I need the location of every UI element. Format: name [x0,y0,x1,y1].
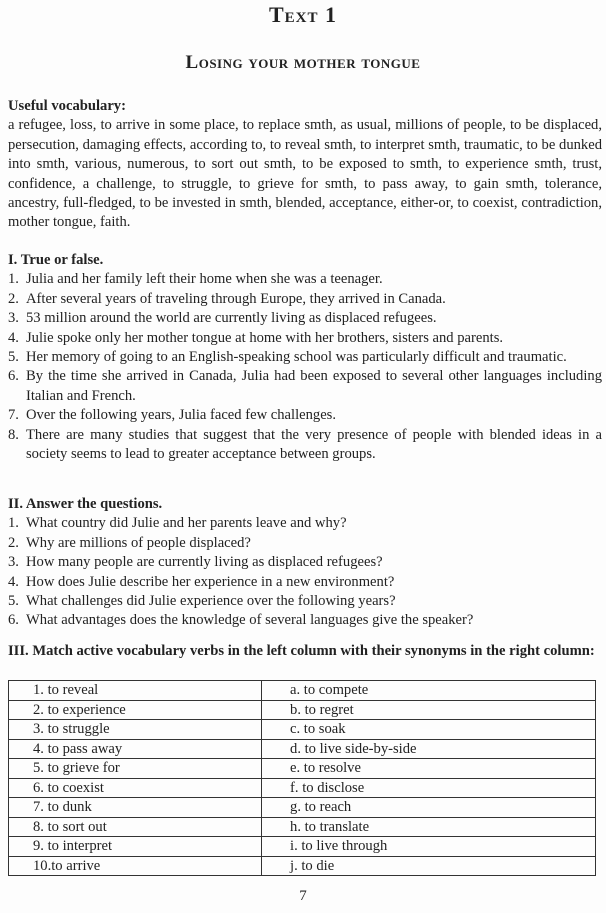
item-number: 3. [8,310,19,327]
item-text: Julia and her family left their home when she was a teenager. [26,271,383,288]
list-item [8,290,602,309]
item-text: How does Julie describe her experience in a new environment? [26,573,395,590]
left-cell: 5. to grieve for [9,759,262,779]
table-row [9,681,596,701]
true-false-heading: I. True or false. [8,252,104,268]
right-cell: e. to resolve [262,759,596,779]
item-number: 1. [8,515,19,532]
item-number: 4. [8,573,19,590]
item-text: There are many studies that suggest that the very presence of people with blended ideas in a society seems to lead to greater acceptance between groups. [26,426,602,463]
list-item [8,406,602,425]
page-number: 7 [299,888,307,904]
table-row [9,700,596,720]
left-cell: 8. to sort out [9,817,262,837]
matching-table [8,680,596,876]
list-item [8,573,602,592]
page-title: Losing your mother tongue [185,52,421,73]
left-cell: 7. to dunk [9,798,262,818]
item-number: 3. [8,554,19,571]
table-row [9,817,596,837]
right-cell: h. to translate [262,817,596,837]
list-item [8,270,602,289]
text-number-heading: Text 1 [268,2,338,27]
table-row [9,778,596,798]
table-row [9,798,596,818]
list-item [8,367,602,406]
questions-section [8,495,602,631]
item-text: Why are millions of people displaced? [26,534,251,551]
item-number: 6. [8,612,19,629]
item-text: What challenges did Julie experience over the following years? [26,593,396,610]
table-row [9,837,596,857]
item-text: Julie spoke only her mother tongue at home with her brothers, sisters and parents. [26,329,504,346]
item-text: What advantages does the knowledge of several languages give the speaker? [26,612,474,629]
item-number: 6. [8,368,19,385]
table-row [9,739,596,759]
item-text: Over the following years, Julia faced few challenges. [26,407,336,424]
item-number: 7. [8,407,19,424]
item-number: 8. [8,426,19,443]
item-number: 2. [8,534,19,551]
vocabulary-section [8,97,602,233]
vocabulary-heading: Useful vocabulary: [8,98,126,114]
questions-heading: II. Answer the questions. [8,496,163,512]
left-cell: 1. to reveal [9,681,262,701]
left-cell: 4. to pass away [9,739,262,759]
item-number: 5. [8,593,19,610]
left-cell: 3. to struggle [9,720,262,740]
list-item [8,514,602,533]
right-cell: f. to disclose [262,778,596,798]
vocabulary-list: a refugee, loss, to arrive in some place, to replace smth, as usual, millions of people, to be displaced, persecution, damaging effects, according to, to reveal smth, to interpret smth, traumatic, to be dunked into smth, various, numerous, to sort out smth, to be exposed to smth, to experience smth, trust, confidence, a challenge, to struggle, to grieve for smth, to pass away, to gain smth, tolerance, ancestry, full-fledged, to be invested in smth, blended, acceptance, either-or, to coexist, contradiction, mother tongue, faith. [8,117,602,231]
table-row [9,720,596,740]
right-cell: g. to reach [262,798,596,818]
left-cell: 9. to interpret [9,837,262,857]
right-cell: a. to compete [262,681,596,701]
item-text: 53 million around the world are currently living as displaced refugees. [26,310,437,327]
right-cell: c. to soak [262,720,596,740]
table-row [9,759,596,779]
list-item [8,611,602,630]
item-text: What country did Julie and her parents leave and why? [26,515,347,532]
item-number: 2. [8,290,19,307]
left-cell: 6. to coexist [9,778,262,798]
table-row [9,856,596,876]
right-cell: j. to die [262,856,596,876]
item-text: After several years of traveling through Europe, they arrived in Canada. [26,290,446,307]
right-cell: i. to live through [262,837,596,857]
true-false-section [8,251,602,464]
left-cell: 2. to experience [9,700,262,720]
item-text: How many people are currently living as displaced refugees? [26,554,383,571]
left-cell: 10.to arrive [9,856,262,876]
list-item [8,592,602,611]
item-number: 4. [8,329,19,346]
item-text: Her memory of going to an English-speaking school was particularly difficult and traumatic. [26,349,567,366]
item-number: 5. [8,349,19,366]
list-item [8,553,602,572]
item-number: 1. [8,271,19,288]
list-item [8,534,602,553]
list-item [8,348,602,367]
list-item [8,329,602,348]
list-item [8,309,602,328]
item-text: By the time she arrived in Canada, Julia had been exposed to several other languages including Italian and French. [26,368,602,404]
right-cell: d. to live side-by-side [262,739,596,759]
list-item [8,426,602,465]
right-cell: b. to regret [262,700,596,720]
matching-heading: III. Match active vocabulary verbs in the left column with their synonyms in the right column: [8,643,595,659]
